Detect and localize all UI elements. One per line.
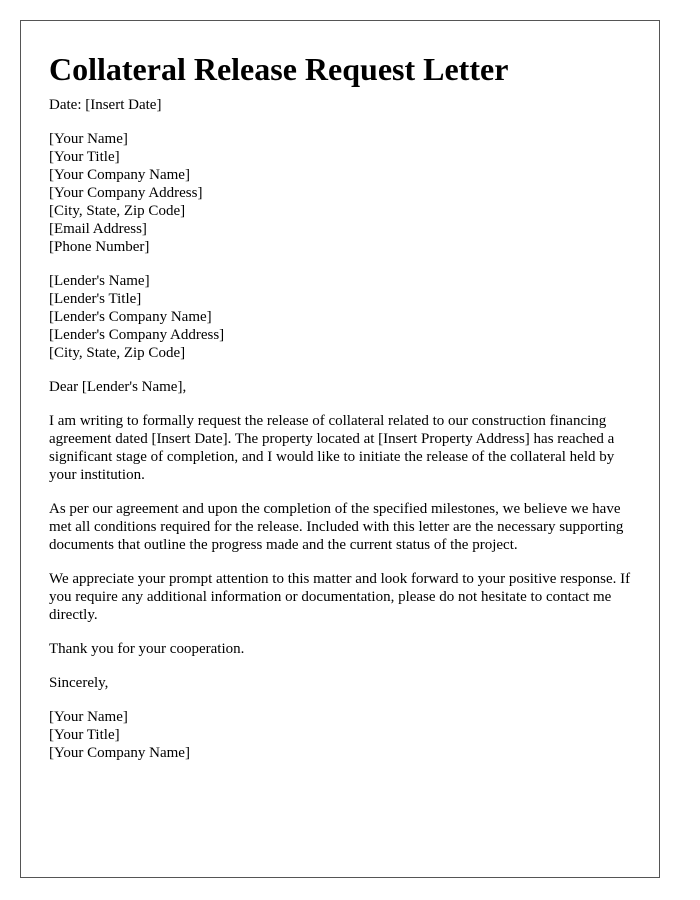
body-paragraph-appreciation: We appreciate your prompt attention to this matter and look forward to your positive response. If you require any additional information or documentation, please do not hesitate to contact me directly. [49,571,631,623]
recipient-company-address: [Lender's Company Address] [49,327,225,343]
salutation: Dear [Lender's Name], [49,379,187,395]
sender-name: [Your Name] [49,131,128,147]
recipient-name: [Lender's Name] [49,273,150,289]
letter-title: Collateral Release Request Letter [49,51,509,87]
signature-title: [Your Title] [49,727,120,743]
signature-company: [Your Company Name] [49,745,190,761]
body-paragraph-request: I am writing to formally request the release of collateral related to our construction financing agreement dated [Insert Date]. The property located at [Insert Property Address] has reached a significant stage of completion, and I would like to initiate the release of the collateral held by your institution. [49,413,615,483]
letter-date: Date: [Insert Date] [49,97,162,113]
sender-company-address: [Your Company Address] [49,185,203,201]
recipient-company: [Lender's Company Name] [49,309,212,325]
sender-phone: [Phone Number] [49,239,150,255]
recipient-city-state-zip: [City, State, Zip Code] [49,345,186,361]
closing: Sincerely, [49,675,109,691]
recipient-block [49,272,631,362]
letter-page [20,20,660,878]
signature-name: [Your Name] [49,709,128,725]
sender-title: [Your Title] [49,149,120,165]
sender-city-state-zip: [City, State, Zip Code] [49,203,186,219]
body-paragraph-conditions: As per our agreement and upon the completion of the specified milestones, we believe we have met all conditions required for the release. Included with this letter are the necessary supporting documents that outline the progress made and the current status of the project. [49,501,624,553]
body-paragraph-thanks: Thank you for your cooperation. [49,641,245,657]
sender-block [49,130,631,256]
signature-block [49,708,631,762]
sender-company: [Your Company Name] [49,167,190,183]
recipient-title: [Lender's Title] [49,291,142,307]
sender-email: [Email Address] [49,221,147,237]
